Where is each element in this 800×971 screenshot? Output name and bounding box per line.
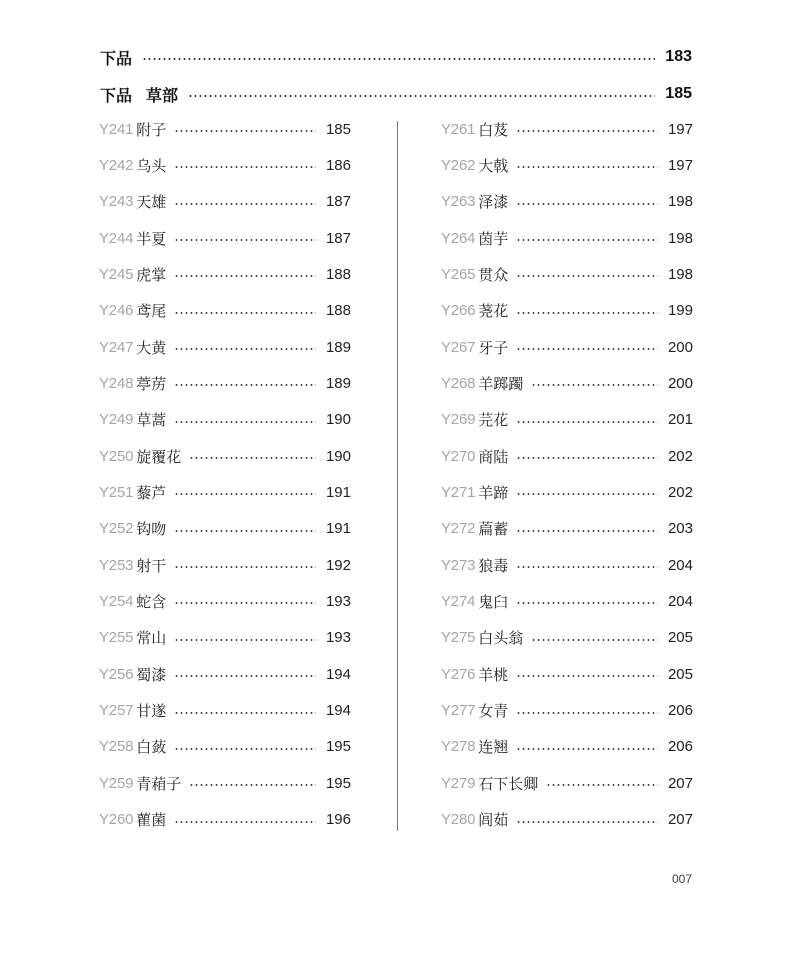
entry-page-number: 198 xyxy=(667,193,693,211)
entry-page-number: 191 xyxy=(325,520,351,538)
toc-entry[interactable] xyxy=(99,443,351,469)
entry-code: Y280 xyxy=(441,811,476,829)
entry-page-number: 197 xyxy=(667,120,693,138)
toc-entry[interactable] xyxy=(99,407,351,433)
dot-leader xyxy=(174,239,316,241)
entry-name: 白头翁 xyxy=(478,629,524,648)
entry-code: Y243 xyxy=(99,193,134,211)
toc-entry[interactable] xyxy=(99,552,351,578)
dot-leader xyxy=(516,457,658,459)
toc-entry[interactable] xyxy=(99,516,351,542)
entry-name: 羊桃 xyxy=(478,665,509,684)
dot-leader xyxy=(516,566,658,568)
dot-leader xyxy=(142,58,655,60)
entry-page-number: 195 xyxy=(325,774,351,792)
entry-code: Y248 xyxy=(99,374,134,392)
entry-name: 旋覆花 xyxy=(136,447,182,466)
dot-leader xyxy=(516,748,658,750)
entry-name: 蛇含 xyxy=(136,592,167,611)
entry-code: Y277 xyxy=(441,702,476,719)
entry-name: 贯众 xyxy=(478,265,509,284)
entry-name: 羊蹄 xyxy=(478,483,509,502)
toc-entry[interactable] xyxy=(441,770,693,796)
entry-page-number: 206 xyxy=(667,702,693,719)
section-page-number: 183 xyxy=(665,48,692,65)
dot-leader xyxy=(516,203,658,205)
dot-leader xyxy=(174,203,316,205)
section-title: 下品 xyxy=(100,48,133,68)
entry-code: Y275 xyxy=(441,629,476,647)
entry-code: Y245 xyxy=(99,265,134,283)
dot-leader xyxy=(174,821,316,823)
dot-leader xyxy=(174,166,316,168)
entry-name: 草蒿 xyxy=(136,411,167,430)
dot-leader xyxy=(174,566,316,568)
dot-leader xyxy=(174,530,316,532)
toc-entry[interactable] xyxy=(99,770,351,796)
entry-name: 射干 xyxy=(136,556,167,575)
entry-page-number: 191 xyxy=(325,483,351,501)
entry-page-number: 193 xyxy=(325,629,351,647)
entry-code: Y250 xyxy=(99,447,134,465)
dot-leader xyxy=(516,130,658,132)
entry-code: Y242 xyxy=(99,156,134,174)
entry-name: 泽漆 xyxy=(478,193,509,212)
section-heading xyxy=(100,81,692,107)
dot-leader xyxy=(189,457,316,459)
entry-page-number: 205 xyxy=(667,629,693,647)
toc-entry[interactable] xyxy=(99,370,351,396)
entry-page-number: 190 xyxy=(325,447,351,465)
toc-entry[interactable] xyxy=(441,625,693,651)
entry-code: Y252 xyxy=(99,520,134,538)
entry-page-number: 203 xyxy=(667,520,693,538)
toc-entry[interactable] xyxy=(441,370,693,396)
dot-leader xyxy=(531,384,658,386)
dot-leader xyxy=(516,712,658,714)
entry-name: 白芨 xyxy=(478,120,509,139)
entry-code: Y254 xyxy=(99,592,134,610)
toc-entry[interactable] xyxy=(441,661,693,687)
entry-code: Y265 xyxy=(441,265,476,283)
entry-page-number: 192 xyxy=(325,556,351,574)
entry-code: Y263 xyxy=(441,193,476,211)
dot-leader xyxy=(174,493,316,495)
toc-entry[interactable] xyxy=(441,807,693,833)
entry-page-number: 194 xyxy=(325,702,351,719)
entry-code: Y271 xyxy=(441,483,476,501)
toc-entry[interactable] xyxy=(99,189,351,215)
entry-name: 大戟 xyxy=(478,156,509,175)
entry-page-number: 200 xyxy=(667,374,693,392)
entry-code: Y253 xyxy=(99,556,134,574)
dot-leader xyxy=(516,239,658,241)
entry-name: 鸢尾 xyxy=(136,302,167,321)
entry-name: 芫花 xyxy=(478,411,509,430)
entry-code: Y268 xyxy=(441,374,476,392)
entry-name: 石下长卿 xyxy=(478,774,539,793)
entry-name: 青葙子 xyxy=(136,774,182,793)
dot-leader xyxy=(174,602,316,604)
section-title: 下品 草部 xyxy=(100,85,179,105)
dot-leader xyxy=(174,130,316,132)
toc-entry[interactable] xyxy=(441,552,693,578)
entry-code: Y246 xyxy=(99,302,134,320)
entry-code: Y272 xyxy=(441,520,476,538)
entry-name: 葶苈 xyxy=(136,374,167,393)
entry-page-number: 187 xyxy=(325,229,351,247)
toc-entry[interactable] xyxy=(441,479,693,505)
column-divider xyxy=(397,121,398,831)
toc-entry[interactable] xyxy=(441,698,693,724)
dot-leader xyxy=(516,602,658,604)
toc-entry[interactable] xyxy=(99,298,351,324)
toc-entry[interactable] xyxy=(99,225,351,251)
dot-leader xyxy=(174,421,316,423)
toc-column-right xyxy=(441,116,693,843)
entry-page-number: 193 xyxy=(325,592,351,610)
entry-code: Y264 xyxy=(441,229,476,247)
toc-entry[interactable] xyxy=(441,516,693,542)
entry-page-number: 190 xyxy=(325,411,351,429)
entry-page-number: 188 xyxy=(325,302,351,320)
toc-entry[interactable] xyxy=(99,807,351,833)
entry-name: 狼毒 xyxy=(478,556,509,575)
entry-page-number: 197 xyxy=(667,156,693,174)
entry-name: 鬼臼 xyxy=(478,592,509,611)
entry-page-number: 202 xyxy=(667,483,693,501)
entry-code: Y257 xyxy=(99,702,134,719)
entry-name: 大黄 xyxy=(136,338,167,357)
dot-leader xyxy=(546,784,658,786)
entry-page-number: 198 xyxy=(667,229,693,247)
section-heading xyxy=(100,44,692,70)
entry-name: 雚菌 xyxy=(136,811,167,830)
entry-page-number: 200 xyxy=(667,338,693,356)
entry-page-number: 199 xyxy=(667,302,693,320)
toc-entry[interactable] xyxy=(441,116,693,142)
entry-code: Y241 xyxy=(99,120,134,138)
entry-code: Y269 xyxy=(441,411,476,429)
entry-page-number: 186 xyxy=(325,156,351,174)
dot-leader xyxy=(174,348,316,350)
entry-code: Y266 xyxy=(441,302,476,320)
entry-page-number: 188 xyxy=(325,265,351,283)
entry-name: 半夏 xyxy=(136,229,167,248)
entry-name: 蜀漆 xyxy=(136,665,167,684)
dot-leader xyxy=(174,748,316,750)
entry-name: 附子 xyxy=(136,120,167,139)
entry-name: 牙子 xyxy=(478,338,509,357)
dot-leader xyxy=(516,166,658,168)
toc-entry[interactable] xyxy=(99,698,351,724)
entry-name: 萹蓄 xyxy=(478,520,509,539)
toc-entry[interactable] xyxy=(441,152,693,178)
dot-leader xyxy=(174,312,316,314)
toc-entry[interactable] xyxy=(99,334,351,360)
entry-name: 连翘 xyxy=(478,738,509,757)
dot-leader xyxy=(516,348,658,350)
page-folio: 007 xyxy=(672,872,693,886)
entry-code: Y261 xyxy=(441,120,476,138)
entry-page-number: 204 xyxy=(667,592,693,610)
entry-page-number: 189 xyxy=(325,374,351,392)
entry-name: 乌头 xyxy=(136,156,167,175)
entry-name: 羊踯躅 xyxy=(478,374,524,393)
toc-entry[interactable] xyxy=(441,298,693,324)
dot-leader xyxy=(174,275,316,277)
dot-leader xyxy=(174,712,316,714)
dot-leader xyxy=(516,312,658,314)
entry-name: 虎掌 xyxy=(136,265,167,284)
toc-entry[interactable] xyxy=(99,261,351,287)
dot-leader xyxy=(516,675,658,677)
entry-code: Y255 xyxy=(99,629,134,647)
toc-entry[interactable] xyxy=(99,479,351,505)
toc-entry[interactable] xyxy=(441,189,693,215)
toc-entry[interactable] xyxy=(441,588,693,614)
entry-name: 女青 xyxy=(478,702,509,720)
entry-page-number: 201 xyxy=(667,411,693,429)
dot-leader xyxy=(531,639,658,641)
entry-name: 钩吻 xyxy=(136,520,167,539)
entry-code: Y279 xyxy=(441,774,476,792)
toc-entry[interactable] xyxy=(441,407,693,433)
entry-page-number: 206 xyxy=(667,738,693,756)
entry-name: 闾茹 xyxy=(478,811,509,830)
dot-leader xyxy=(174,639,316,641)
toc-entry[interactable] xyxy=(441,261,693,287)
dot-leader xyxy=(174,675,316,677)
dot-leader xyxy=(516,421,658,423)
entry-page-number: 198 xyxy=(667,265,693,283)
toc-entry[interactable] xyxy=(99,661,351,687)
entry-page-number: 189 xyxy=(325,338,351,356)
entry-code: Y262 xyxy=(441,156,476,174)
entry-page-number: 202 xyxy=(667,447,693,465)
entry-code: Y278 xyxy=(441,738,476,756)
entry-code: Y260 xyxy=(99,811,134,829)
entry-code: Y258 xyxy=(99,738,134,756)
entry-code: Y256 xyxy=(99,665,134,683)
dot-leader xyxy=(174,384,316,386)
entry-page-number: 205 xyxy=(667,665,693,683)
entry-name: 白蔹 xyxy=(136,738,167,757)
entry-name: 商陆 xyxy=(478,447,509,466)
toc-entry[interactable] xyxy=(99,116,351,142)
dot-leader xyxy=(516,493,658,495)
entry-code: Y259 xyxy=(99,774,134,792)
entry-name: 甘遂 xyxy=(136,702,167,720)
dot-leader xyxy=(516,821,658,823)
entry-page-number: 194 xyxy=(325,665,351,683)
entry-code: Y274 xyxy=(441,592,476,610)
entry-code: Y247 xyxy=(99,338,134,356)
toc-entry[interactable] xyxy=(441,734,693,760)
entry-code: Y244 xyxy=(99,229,134,247)
toc-entry[interactable] xyxy=(99,734,351,760)
section-page-number: 185 xyxy=(665,85,692,102)
dot-leader xyxy=(516,275,658,277)
entry-page-number: 207 xyxy=(667,811,693,829)
entry-page-number: 187 xyxy=(325,193,351,211)
entry-code: Y273 xyxy=(441,556,476,574)
entry-page-number: 196 xyxy=(325,811,351,829)
entry-name: 天雄 xyxy=(136,193,167,212)
entry-page-number: 195 xyxy=(325,738,351,756)
toc-column-left xyxy=(99,116,351,843)
toc-entry[interactable] xyxy=(441,225,693,251)
toc-entry[interactable] xyxy=(99,152,351,178)
toc-entry[interactable] xyxy=(99,588,351,614)
dot-leader xyxy=(516,530,658,532)
entry-name: 茵芋 xyxy=(478,229,509,248)
entry-name: 常山 xyxy=(136,629,167,648)
entry-code: Y270 xyxy=(441,447,476,465)
entry-page-number: 204 xyxy=(667,556,693,574)
dot-leader xyxy=(188,95,655,97)
toc-entry[interactable] xyxy=(441,334,693,360)
entry-code: Y267 xyxy=(441,338,476,356)
dot-leader xyxy=(189,784,316,786)
toc-entry[interactable] xyxy=(441,443,693,469)
entry-code: Y249 xyxy=(99,411,134,429)
entry-code: Y251 xyxy=(99,483,134,501)
entry-code: Y276 xyxy=(441,665,476,683)
toc-entry[interactable] xyxy=(99,625,351,651)
entry-name: 藜芦 xyxy=(136,483,167,502)
entry-name: 荛花 xyxy=(478,302,509,321)
entry-page-number: 207 xyxy=(667,774,693,792)
entry-page-number: 185 xyxy=(325,120,351,138)
